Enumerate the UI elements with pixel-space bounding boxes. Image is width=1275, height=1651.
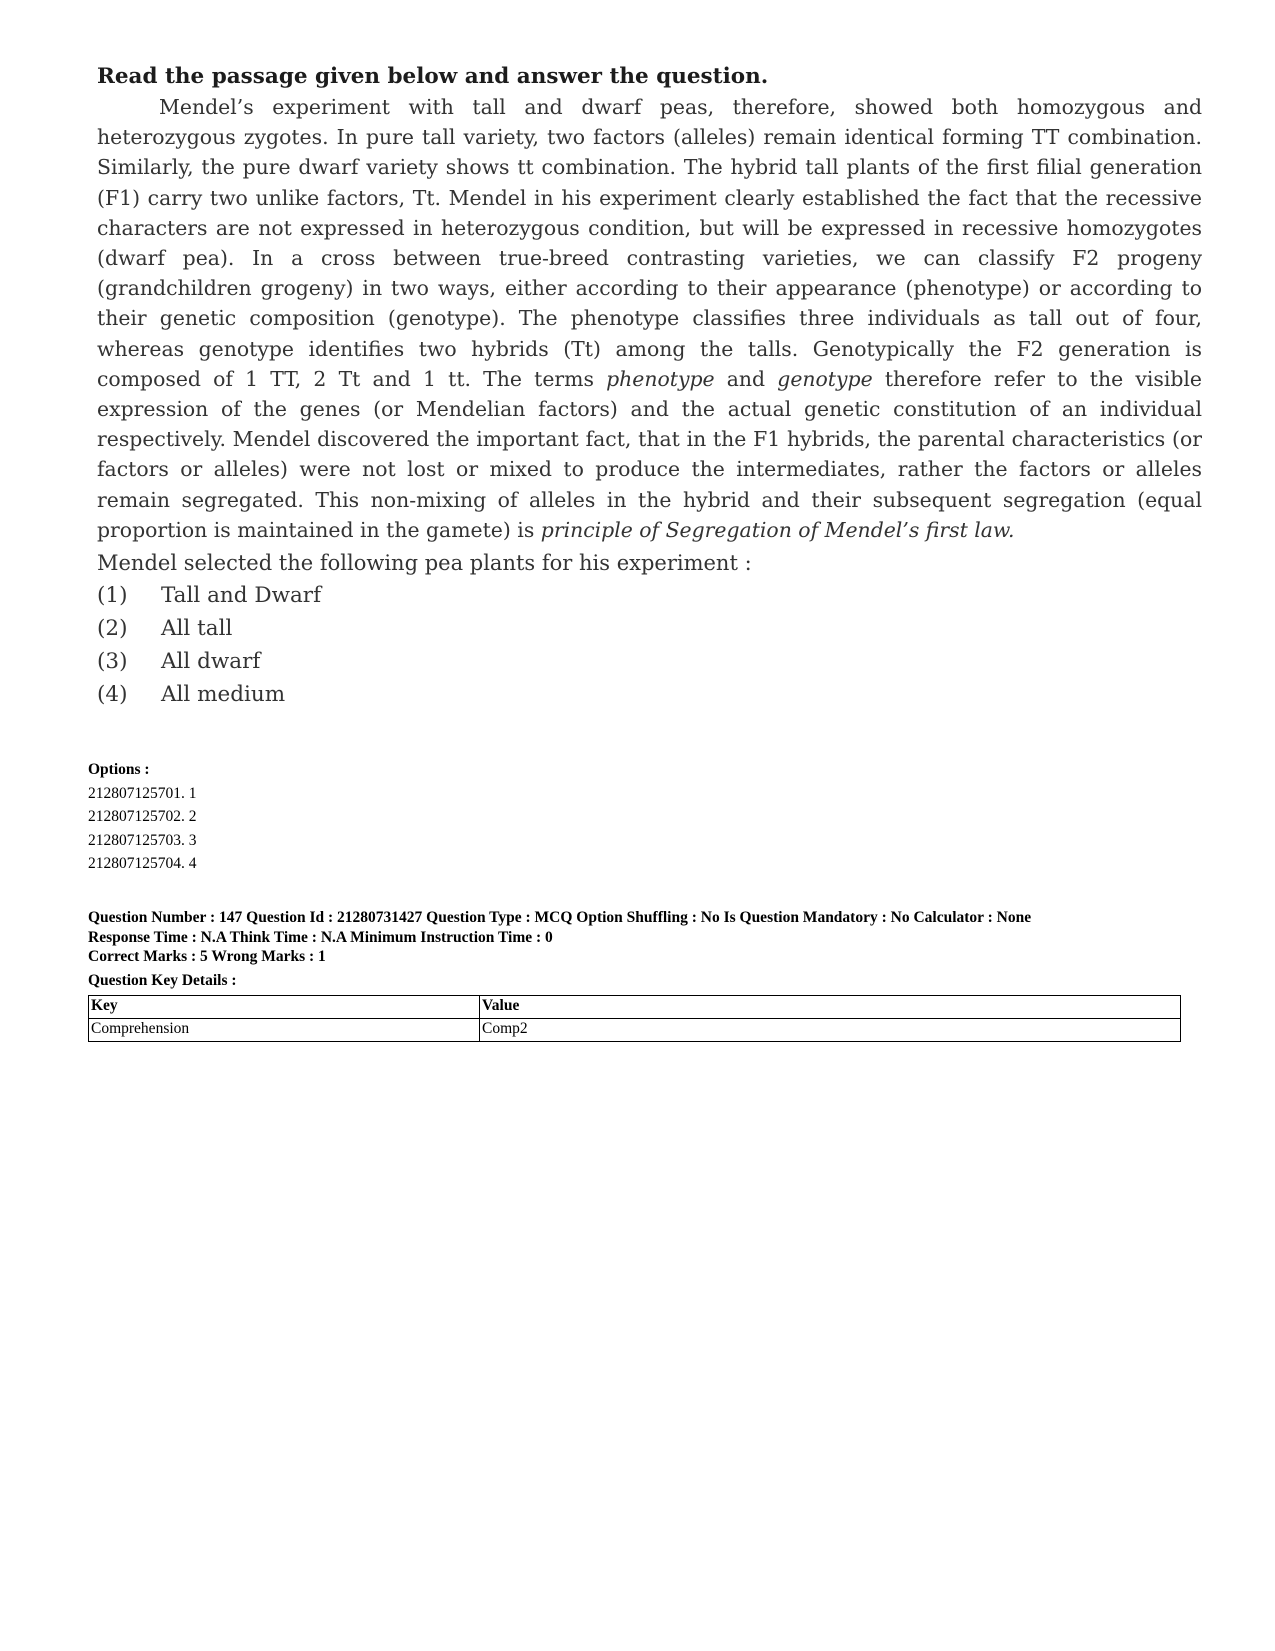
option-item: 212807125703. 3 bbox=[88, 831, 197, 849]
key-details-heading: Question Key Details : bbox=[88, 972, 237, 989]
table-cell: Comp2 bbox=[480, 1019, 1181, 1042]
marks-line: Correct Marks : 5 Wrong Marks : 1 bbox=[88, 948, 326, 965]
passage-part-b: therefore refer to the visible expression of the genes (or Mendelian factors) and the actual genetic constitution of an individual respectively. Mendel discovered the important fact, that in the F1 hybrids, the parental characteristics (or factors or alleles) were not lost or mixed to produce the intermediates, rather the factors or alleles remain segregated. This non-mixing of alleles in the hybrid and their subsequent segregation (equal proportion is maintained in the gamete) is bbox=[97, 366, 1202, 542]
option-item: 212807125702. 2 bbox=[88, 808, 197, 825]
choice-item bbox=[97, 678, 1202, 711]
choice-item bbox=[97, 612, 1202, 645]
choice-text: All dwarf bbox=[161, 649, 261, 675]
passage-heading: Read the passage given below and answer the question. bbox=[97, 64, 769, 89]
key-table bbox=[88, 995, 1181, 1042]
term-genotype: genotype bbox=[777, 366, 873, 391]
choice-number: (4) bbox=[97, 682, 128, 708]
choice-number: (2) bbox=[97, 616, 128, 642]
choice-text: All medium bbox=[161, 682, 286, 708]
principle-text: principle of Segregation of Mendel’s first law. bbox=[540, 517, 1015, 542]
option-item: 212807125701. 1 bbox=[88, 784, 197, 802]
choice-number: (3) bbox=[97, 649, 128, 675]
question-info bbox=[88, 908, 1188, 947]
passage-and: and bbox=[714, 366, 778, 391]
choice-number: (1) bbox=[97, 583, 128, 609]
passage-text bbox=[97, 92, 1202, 545]
table-row bbox=[89, 1019, 1181, 1042]
choice-item bbox=[97, 579, 1202, 612]
question-info-line2: Response Time : N.A Think Time : N.A Minimum Instruction Time : 0 bbox=[88, 928, 553, 946]
table-header-row bbox=[89, 996, 1181, 1019]
options-block bbox=[88, 758, 197, 876]
choice-text: All tall bbox=[161, 616, 233, 642]
option-item: 212807125704. 4 bbox=[88, 855, 197, 872]
term-phenotype: phenotype bbox=[606, 366, 715, 391]
table-header-key: Key bbox=[89, 996, 480, 1019]
question-info-line1: Question Number : 147 Question Id : 21280731427 Question Type : MCQ Option Shuffling : No Is Question Mandatory : No Calculator : None bbox=[88, 909, 1032, 926]
table-cell: Comprehension bbox=[89, 1019, 480, 1042]
question-text: Mendel selected the following pea plants for his experiment : bbox=[97, 551, 752, 576]
choice-item bbox=[97, 645, 1202, 678]
passage-part-a: Mendel’s experiment with tall and dwarf peas, therefore, showed both homozygous and heterozygous zygotes. In pure tall variety, two factors (alleles) remain identical forming TT combination. Similarly, the pure dwarf variety shows tt combination. The hybrid tall plants of the first filial generation (F1) carry two unlike factors, Tt. Mendel in his experiment clearly established the fact that the recessive characters are not expressed in heterozygous condition, but will be expressed in recessive homozygotes (dwarf pea). In a cross between true-breed contrasting varieties, we can classify F2 progeny (grandchildren grogeny) in two ways, either according to their appearance (phenotype) or according to their genetic composition (genotype). The phenotype classifies three individuals as tall out of four, whereas genotype identifies two hybrids (Tt) among the talls. Genotypically the F2 generation is composed of 1 TT, 2 Tt and 1 tt. The terms bbox=[97, 95, 1202, 391]
options-heading: Options : bbox=[88, 761, 150, 778]
table-header-value: Value bbox=[480, 996, 1181, 1019]
choice-text: Tall and Dwarf bbox=[161, 583, 322, 609]
comprehension-image bbox=[97, 62, 1202, 711]
